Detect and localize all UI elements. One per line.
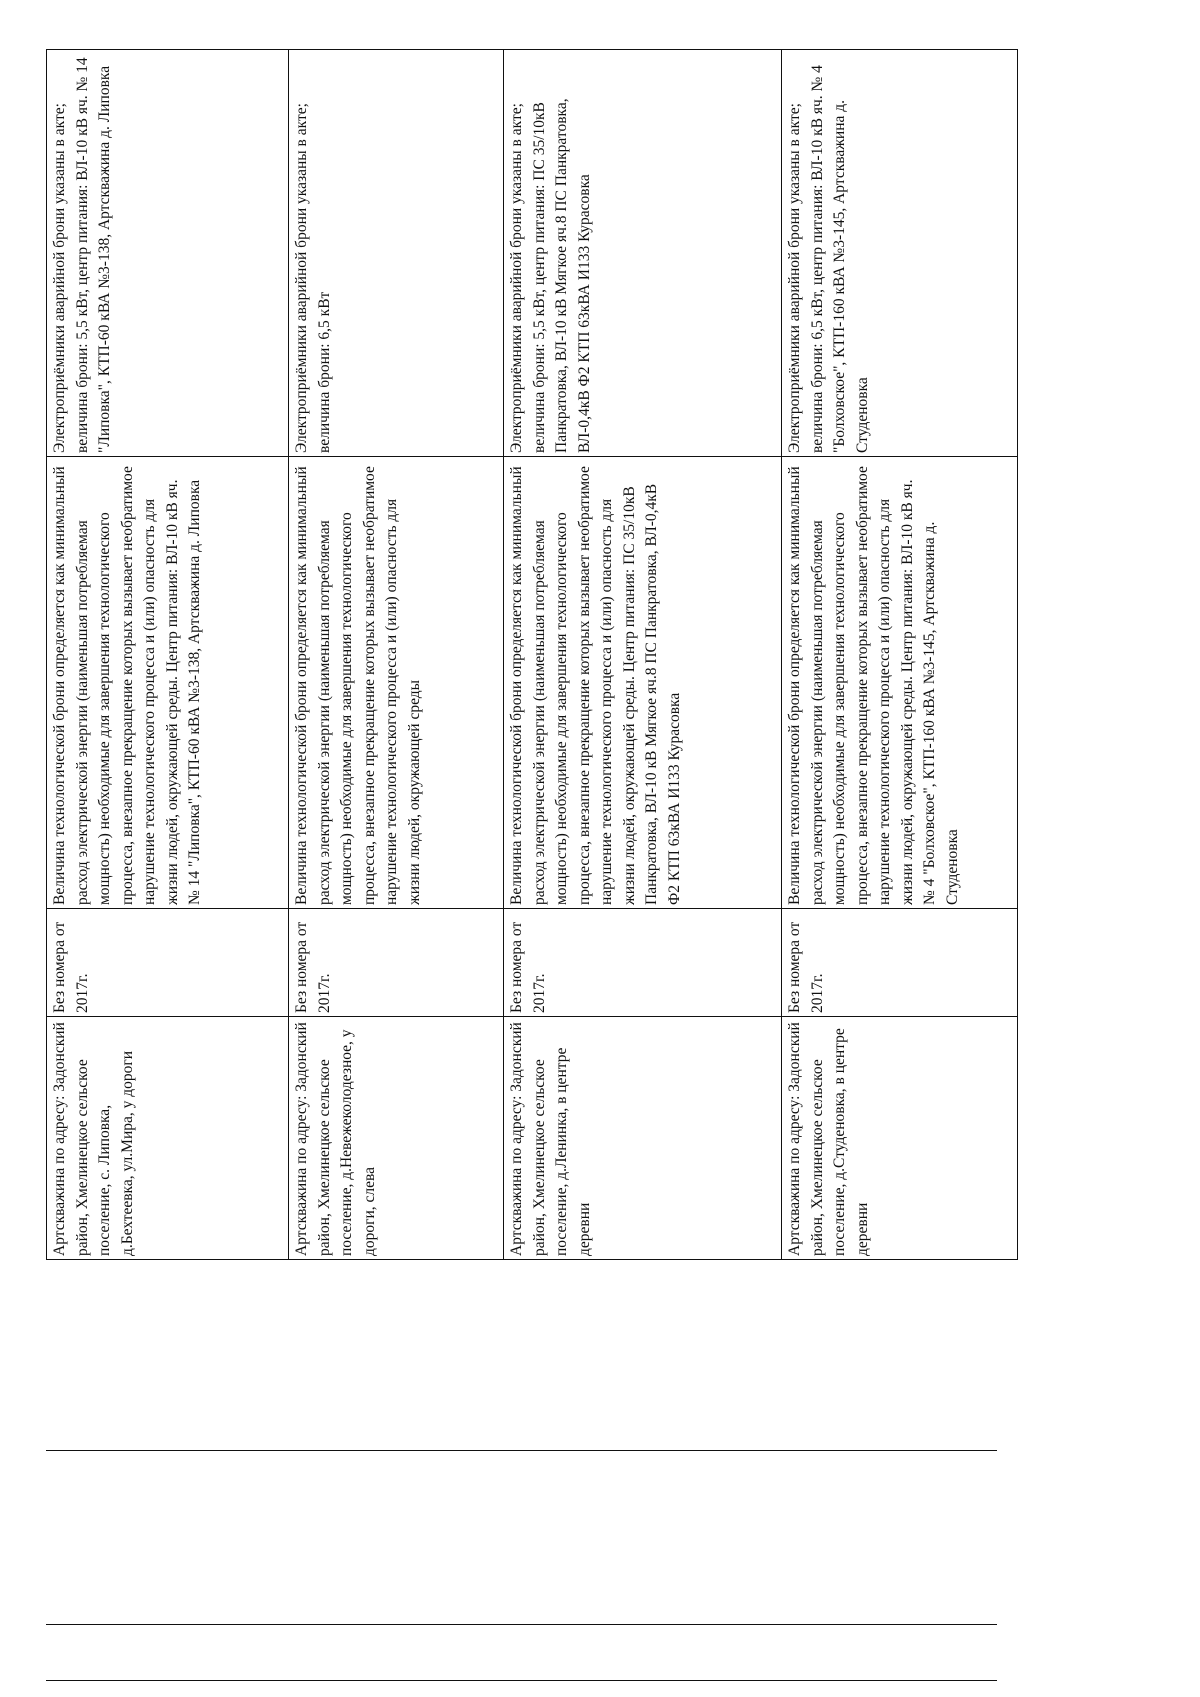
emergency-reserve-cell: Электроприёмники аварийной брони указаны в акте; величина брони: 5,5 кВт, центр питания: ВЛ-10 кВ яч. № 14 "Липовка", КТП-60 кВА №3-138, Артскважина д. Липовка xyxy=(47,50,289,457)
electric-reserve-table xyxy=(46,49,1018,1260)
reserve-table-rotated xyxy=(46,50,1017,1260)
object-address-cell: Артскважина по адресу: Задонский район, Хмелинецкое сельское поселение, с. Липовка, д.Бехтеевка, ул.Мира, у дороги xyxy=(47,1017,289,1260)
horizontal-rule xyxy=(46,1624,997,1625)
object-address-cell: Артскважина по адресу: Задонский район, Хмелинецкое сельское поселение, д.Невежеколодезное, у дороги, слева xyxy=(289,1017,504,1260)
act-reference-cell: Без номера от 2017г. xyxy=(289,909,504,1017)
technological-reserve-cell: Величина технологической брони определяется как минимальный расход электрической энергии (наименьшая потребляемая мощность) необходимые для завершения технологического процесса, внезапное прекращение которых вызывает необратимое нарушение технологического процесса и (или) опасность для жизни людей, окружающей среды. Центр питания: ВЛ-10 кВ яч. № 14 "Липовка", КТП-60 кВА №3-138, Артскважина д. Липовка xyxy=(47,457,289,909)
object-address-cell: Артскважина по адресу: Задонский район, Хмелинецкое сельское поселение, д.Студеновка, в центре деревни xyxy=(782,1017,1018,1260)
object-address-cell: Артскважина по адресу: Задонский район, Хмелинецкое сельское поселение, д.Ленинка, в центре деревни xyxy=(504,1017,782,1260)
horizontal-rule xyxy=(46,1680,997,1681)
technological-reserve-cell: Величина технологической брони определяется как минимальный расход электрической энергии (наименьшая потребляемая мощность) необходимые для завершения технологического процесса, внезапное прекращение которых вызывает необратимое нарушение технологического процесса и (или) опасность для жизни людей, окружающей среды xyxy=(289,457,504,909)
table-row xyxy=(289,50,504,1260)
act-reference-cell: Без номера от 2017г. xyxy=(504,909,782,1017)
table-row xyxy=(47,50,289,1260)
table-row xyxy=(782,50,1018,1260)
technological-reserve-cell: Величина технологической брони определяется как минимальный расход электрической энергии (наименьшая потребляемая мощность) необходимые для завершения технологического процесса, внезапное прекращение которых вызывает необратимое нарушение технологического процесса и (или) опасность для жизни людей, окружающей среды. Центр питания: ПС 35/10кВ Панкратовка, ВЛ-10 кВ Мягкое яч.8 ПС Панкратовка, ВЛ-0,4кВ Ф2 КТП 63кВА И133 Курасовка xyxy=(504,457,782,909)
emergency-reserve-cell: Электроприёмники аварийной брони указаны в акте; величина брони: 6,5 кВт, центр питания: ВЛ-10 кВ яч. № 4 "Болховское", КТП-160 кВА №3-145, Артскважина д. Студеновка xyxy=(782,50,1018,457)
act-reference-cell: Без номера от 2017г. xyxy=(47,909,289,1017)
table-row xyxy=(504,50,782,1260)
emergency-reserve-cell: Электроприёмники аварийной брони указаны в акте; величина брони: 6,5 кВт xyxy=(289,50,504,457)
technological-reserve-cell: Величина технологической брони определяется как минимальный расход электрической энергии (наименьшая потребляемая мощность) необходимые для завершения технологического процесса, внезапное прекращение которых вызывает необратимое нарушение технологического процесса и (или) опасность для жизни людей, окружающей среды. Центр питания: ВЛ-10 кВ яч. № 4 "Болховское", КТП-160 кВА №3-145, Артскважина д. Студеновка xyxy=(782,457,1018,909)
act-reference-cell: Без номера от 2017г. xyxy=(782,909,1018,1017)
horizontal-rule xyxy=(46,1450,997,1451)
emergency-reserve-cell: Электроприёмники аварийной брони указаны в акте; величина брони: 5,5 кВт, центр питания: ПС 35/10кВ Панкратовка, ВЛ-10 кВ Мягкое яч.8 ПС Панкратовка, ВЛ-0,4кВ Ф2 КТП 63кВА И133 Курасовка xyxy=(504,50,782,457)
